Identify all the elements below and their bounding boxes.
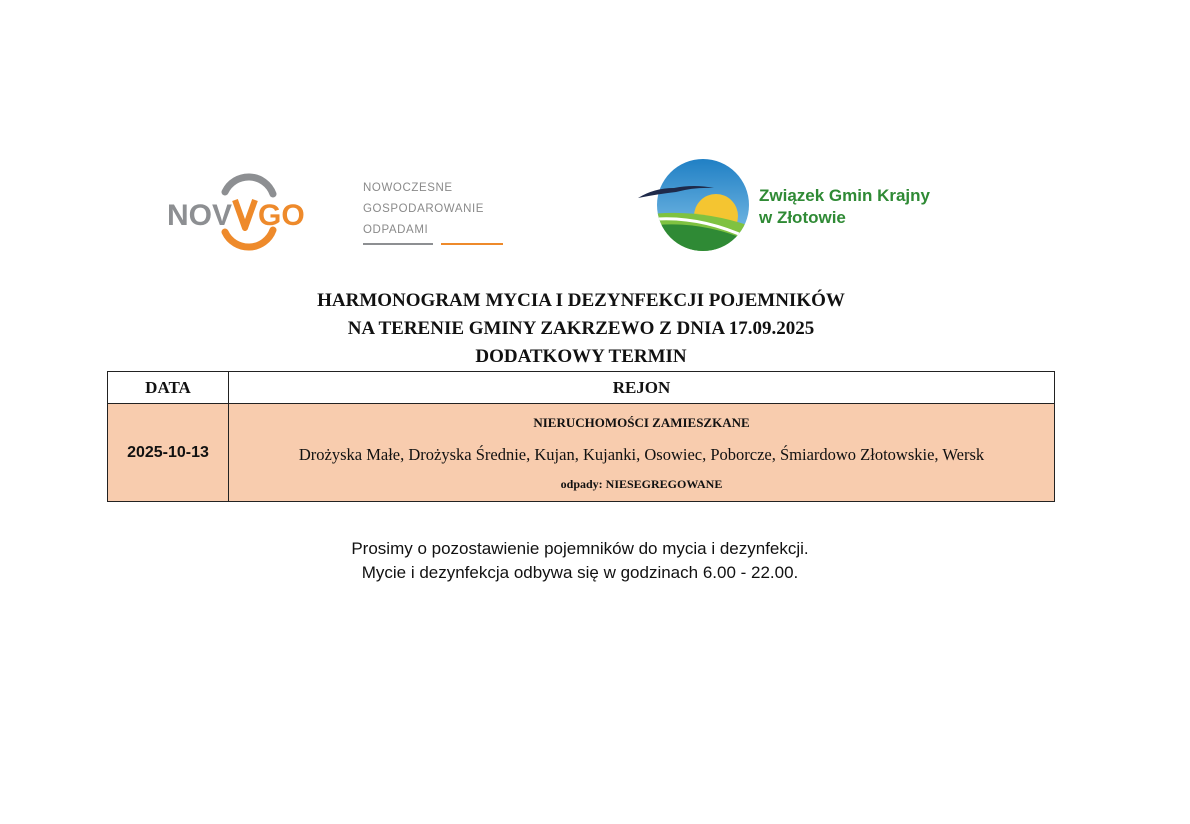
table-row (108, 404, 1055, 502)
waste-type: odpady: NIESEGREGOWANE (560, 477, 723, 491)
novago-underline (363, 243, 503, 245)
notice (0, 537, 1160, 585)
cell-date: 2025-10-13 (108, 404, 229, 502)
header-date: DATA (108, 372, 229, 404)
property-type: NIERUCHOMOŚCI ZAMIESZKANE (533, 415, 750, 430)
novago-tagline-line: ODPADAMI (363, 224, 429, 236)
schedule-table (107, 371, 1055, 502)
novago-wordmark-right: GO (258, 199, 305, 232)
table-header-row (108, 372, 1055, 404)
zgk-name-line: Związek Gmin Krajny (759, 186, 930, 205)
document-heading (0, 287, 1162, 371)
notice-line: Mycie i dezynfekcja odbywa się w godzinach 6.00 - 22.00. (361, 563, 799, 582)
zgk-logo (636, 158, 966, 254)
novago-tagline-line: NOWOCZESNE (363, 182, 453, 194)
zgk-name (759, 185, 930, 229)
novago-tagline (363, 178, 484, 241)
cell-region (229, 404, 1055, 502)
zgk-emblem-icon (636, 158, 756, 254)
novago-wordmark (165, 170, 315, 254)
heading-line: DODATKOWY TERMIN (475, 346, 687, 367)
zgk-name-line: w Złotowie (759, 208, 846, 227)
novago-tagline-line: GOSPODAROWANIE (363, 203, 485, 215)
heading-line: HARMONOGRAM MYCIA I DEZYNFEKCJI POJEMNIKÓW (317, 290, 845, 311)
novago-wordmark-left: NOV (167, 199, 233, 232)
notice-line: Prosimy o pozostawienie pojemników do mycia i dezynfekcji. (351, 539, 809, 558)
heading-line: NA TERENIE GMINY ZAKRZEWO Z DNIA 17.09.2025 (347, 318, 815, 339)
header-region: REJON (229, 372, 1055, 404)
novago-logo (165, 170, 510, 254)
places-list: Drożyska Małe, Drożyska Średnie, Kujan, Kujanki, Osowiec, Poborcze, Śmiardowo Złotowskie, Wersk (298, 445, 985, 464)
